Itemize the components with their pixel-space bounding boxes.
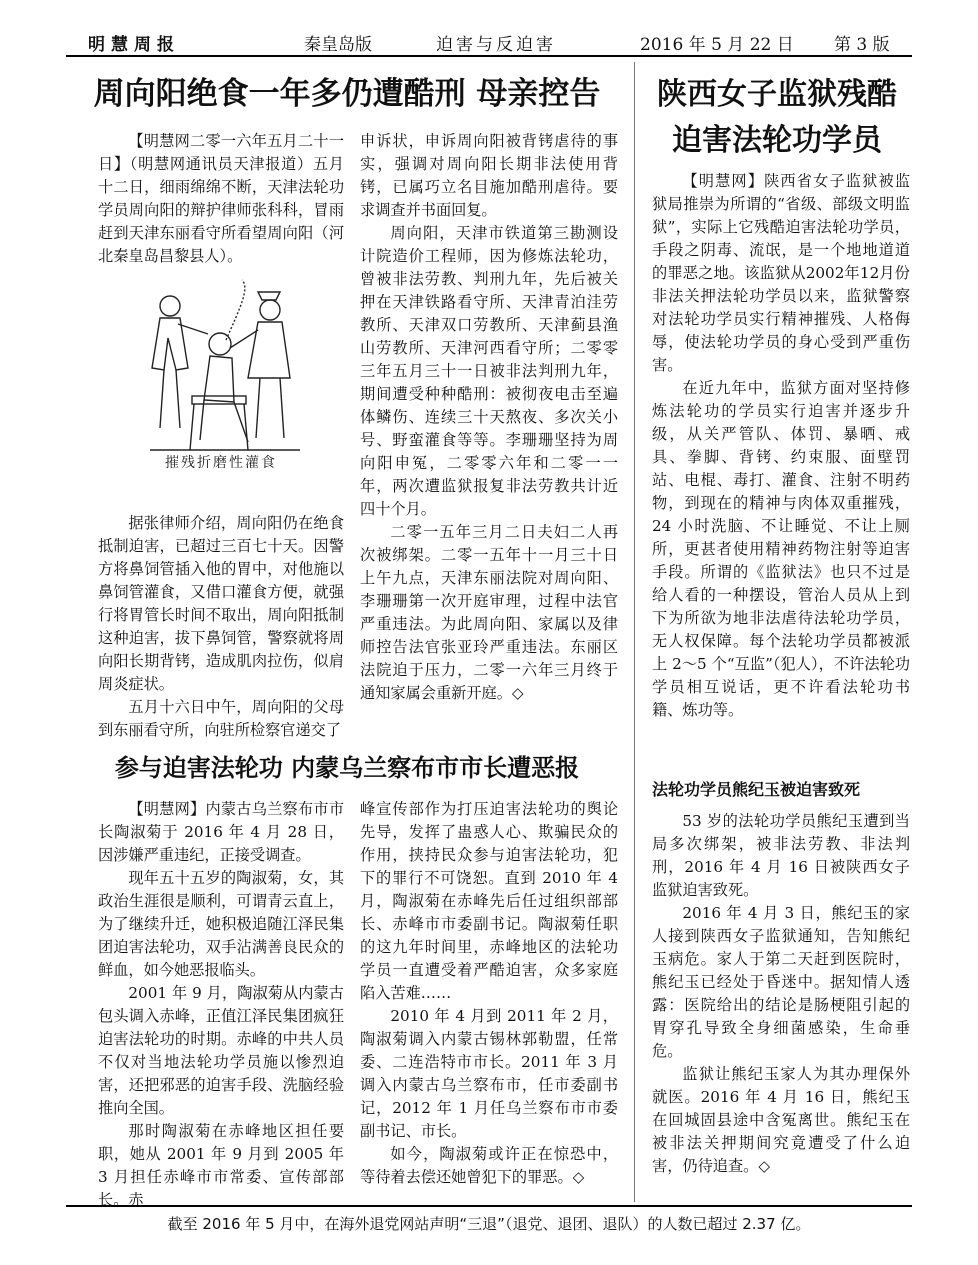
article2-subsection-paragraph: 监狱让熊纪玉家人为其办理保外就医。2016 年 4 月 16 日，熊纪玉在回城固县途中含冤离世。熊纪玉在被非法关押期间究竟遭受了什么迫害，仍待追查。◇ [652,1065,910,1175]
article1-column2 [360,130,618,705]
article3-paragraph: 如今，陶淑菊或许正在惊恐中，等待着去偿还她曾犯下的罪恶。◇ [360,1145,618,1186]
article3-paragraph: 2010 年 4 月到 2011 年 2 月，陶淑菊调入内蒙古锡林郭勒盟，任常委、二连浩特市市长。2011 年 3 月调入内蒙古乌兰察布市，任市委副书记，2012 年 1 月任乌兰察布市市委副书记、市长。 [360,1007,618,1140]
article1-title: 周向阳绝食一年多仍遭酷刑 母亲控告 [93,76,601,112]
article1-paragraph: 周向阳，天津市铁道第三勘测设计院造价工程师，因为修炼法轮功，曾被非法劳教、判刑九年，先后被关押在天津铁路看守所、天津青泊洼劳教所、天津双口劳教所、天津蓟县渔山劳教所、天津河西看守所；二零零三年五月三十一日被非法判刑九年，期间遭受种种酷刑：被彻夜电击至遍体鳞伤、连续三十天熬夜、多次关小号、野蛮灌食等等。李珊珊坚持为周向阳申冤，二零零六年和二零一一年，两次遭监狱报复非法劳教共计近四十个月。 [360,224,618,518]
paper-name: 明慧周报 [88,35,180,55]
article2-subtitle: 法轮功学员熊纪玉被迫害致死 [652,780,861,799]
bottom-rule [66,1205,912,1207]
article2-paragraph: 【明慧网】陕西省女子监狱被监狱局推崇为所谓的“省级、部级文明监狱”，实际上它残酷迫害法轮功学员，手段之阴毒、流氓，是一个地地道道的罪恶之地。该监狱从2002年12月份非法关押法轮功学员以来，监狱警察对法轮功学员实行精神摧残、人格侮辱，使法轮功学员的身心受到严重伤害。 [652,172,910,374]
article1-column1-continued [98,512,344,742]
article2-subsection-paragraph: 53 岁的法轮功学员熊纪玉遭到当局多次绑架，被非法劳教、非法判刑，2016 年 4 月 16 日被陕西女子监狱迫害致死。 [652,812,910,899]
article1-paragraph: 据张律师介绍，周向阳仍在绝食抵制迫害，已超过三百七十天。因警方将鼻饲管插入他的胃中，对他施以鼻饲管灌食，又借口灌食方便，就强行将胃管长时间不取出，周向阳抵制这种迫害，拔下鼻饲管，警察就将周向阳长期背铐，造成肌肉拉伤，似肩周炎症状。 [98,514,344,693]
article3-paragraph: 峰宣传部作为打压迫害法轮功的舆论先导，发挥了蛊惑人心、欺骗民众的作用，挟持民众参与迫害法轮功，犯下的罪行不可饶恕。直到 2010 年 4 月，陶淑菊在赤峰先后任过组织部部长、赤峰市市委副书记。陶淑菊任职的这九年时间里，赤峰地区的法轮功学员一直遭受着严酷迫害，众多家庭陷入苦难…… [360,800,618,1002]
article3-paragraph: 2001 年 9 月，陶淑菊从内蒙古包头调入赤峰，正值江泽民集团疯狂迫害法轮功的时期。赤峰的中共人员不仅对当地法轮功学员施以惨烈迫害，还把邪恶的迫害手段、洗脑经验推向全国。 [98,984,344,1117]
masthead [66,24,912,58]
article2-paragraph: 在近九年中，监狱方面对坚持修炼法轮功的学员实行迫害并逐步升级，从关严管队、体罚、暴晒、戒具、拳脚、背铐、约束服、面壁罚站、电棍、毒打、灌食、注射不明药物，到现在的精神与肉体双重摧残，24 小时洗脑、不让睡觉、不让上厕所，更甚者使用精神药物注射等迫害手段。所谓的《监狱法》也只不过是给人看的一种摆设，管治人员从上到下为所欲为地非法虐待法轮功学员，无人权保障。每个法轮功学员都被派上 2～5 个“互监”（犯人），不许法轮功学员相互说话，更不许看法轮功书籍、炼功等。 [652,379,910,719]
article3-paragraph: 那时陶淑菊在赤峰地区担任要职，她从 2001 年 9 月到 2005 年 3 月担任赤峰市市常委、宣传部部长。赤 [98,1122,344,1209]
issue-date: 2016 年 5 月 22 日 [640,35,794,55]
figure-caption: 摧残折磨性灌食 [165,455,277,471]
article2-title: 陕西女子监狱残酷迫害法轮功学员 [657,77,897,158]
article2-subsection-paragraph: 2016 年 4 月 3 日，熊纪玉的家人接到陕西女子监狱通知，告知熊纪玉病危。家人于第二天赶到医院时，熊纪玉已经处于昏迷中。据知情人透露：医院给出的结论是肠梗阻引起的胃穿孔导致全身细菌感染，生命垂危。 [652,904,910,1060]
article2-body [652,170,910,722]
article1-paragraph: 二零一五年三月二日夫妇二人再次被绑架。二零一五年十一月三十日上午九点，天津东丽法院对周向阳、李珊珊第一次开庭审理，过程中法官严重违法。为此周向阳、家属以及律师控告法官张亚玲严重违法。东丽区法院迫于压力，二零一六年三月终于通知家属会重新开庭。◇ [360,523,618,702]
article3-paragraph: 现年五十五岁的陶淑菊，女，其政治生涯很是顺利，可谓青云直上，为了继续升迁，她积极追随江泽民集团迫害法轮功，双手沾满善良民众的鲜血，如今她恶报临头。 [98,869,344,979]
article1-paragraph: 五月十六日中午，周向阳的父母到东丽看守所，向驻所检察官递交了 [98,698,344,739]
edition-label: 秦皇岛版 [304,35,372,55]
page-number: 第 3 版 [834,35,890,55]
article1-column1 [98,130,344,268]
article3-column1 [98,798,344,1212]
footer-notice: 截至 2016 年 5 月中，在海外退党网站声明“三退”（退党、退团、退队）的人数已超过 2.37 亿。 [167,1215,811,1233]
force-feeding-illustration [130,278,312,464]
article1-paragraph: 申诉状，申诉周向阳被背铐虐待的事实，强调对周向阳长期非法使用背铐，已属巧立名目施加酷刑虐待。要求调查并书面回复。 [360,132,618,219]
article3-title: 参与迫害法轮功 内蒙乌兰察布市市长遭恶报 [114,754,580,782]
article2-subsection-body [652,810,910,1178]
column-divider [634,62,635,1202]
article3-paragraph: 【明慧网】内蒙古乌兰察布市市长陶淑菊于 2016 年 4 月 28 日，因涉嫌严重违纪，正接受调查。 [98,800,344,864]
article3-column2 [360,798,618,1189]
article1-paragraph: 【明慧网二零一六年五月二十一日】（明慧网通讯员天津报道）五月十二日，细雨绵绵不断，天津法轮功学员周向阳的辩护律师张科科，冒雨赶到天津东丽看守所看望周向阳（河北秦皇岛昌黎县人）。 [98,132,344,265]
column-label: 迫害与反迫害 [436,35,556,55]
top-rule [66,55,912,57]
